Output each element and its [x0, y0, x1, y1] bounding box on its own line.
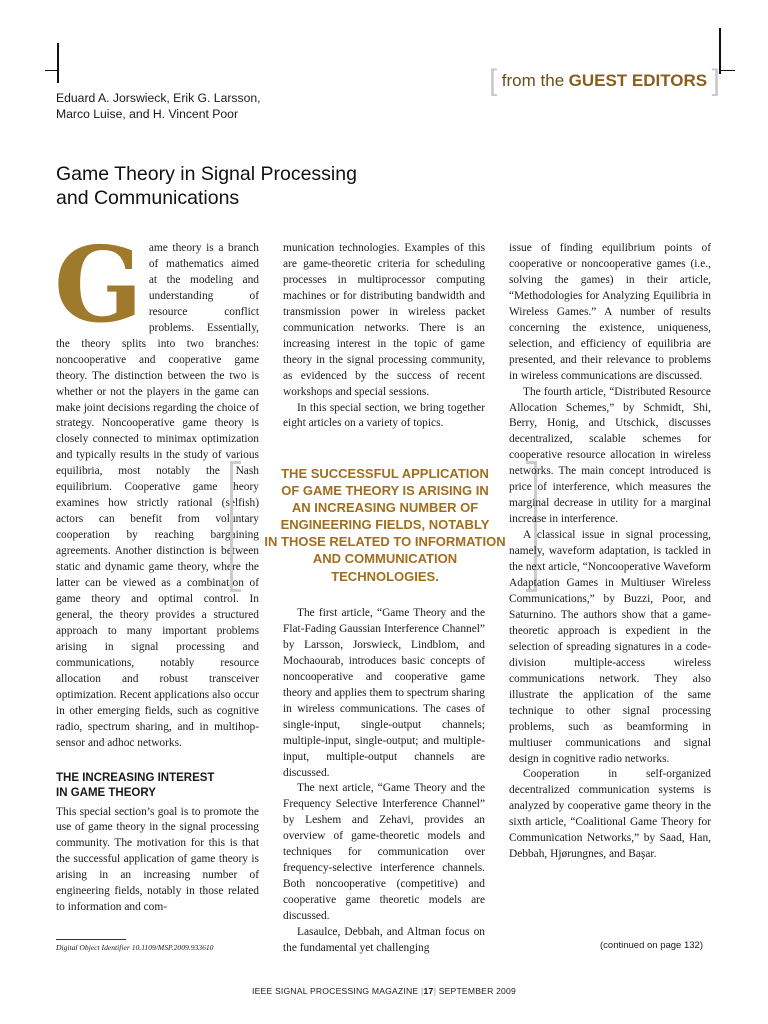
- col3-paragraph-4: Cooperation in self-organized decentralized communication systems is analyzed by cooperative game theory in the sixth article, “Coalitional Game Theory for Communication Networks,” by Saad, Han, Debbah, Hjørungnes, and Başar.: [509, 768, 711, 861]
- header-bracket-close: ]: [711, 64, 720, 97]
- column-3: [509, 241, 711, 863]
- footer-bracket-open: [: [420, 986, 424, 996]
- continued-note: (continued on page 132): [600, 940, 703, 951]
- col3-paragraph-1: issue of finding equilibrium points of cooperative or noncooperative games (i.e., solving the games) in their article, “Methodologies for Analyzing Equilibria in Wireless Games.” A number of results concerning the existence, uniqueness, selection, and efficiency of equilibria are presented, and their relevance to problems in wireless communications are discussed.: [509, 242, 711, 382]
- section-paragraph: This special section’s goal is to promote the use of game theory in the signal processing community. The motivation for this is that the successful application of game theory is arising in an increasing number of engineering fields, notably in those related to information and com-: [56, 805, 259, 914]
- col2-paragraph-4: The next article, “Game Theory and the Frequency Selective Interference Channel” by Leshem and Zehavi, provides an overview of game-theoretic models and techniques for communication over frequency-selective interference channels. Both noncooperative (competitive) and cooperative game theoretic models are discussed.: [283, 782, 485, 923]
- doi-footnote: Digital Object Identifier 10.1109/MSP.2009.933610: [56, 943, 214, 952]
- pullquote-line-5: IN THOSE RELATED TO INFORMATION: [264, 534, 506, 550]
- article-title: [56, 163, 357, 210]
- pullquote-line-2: OF GAME THEORY IS ARISING IN: [281, 483, 489, 499]
- pullquote-line-7: TECHNOLOGIES.: [331, 568, 439, 584]
- footnote-rule: [56, 939, 126, 940]
- page-footer: [0, 986, 768, 996]
- header-from-the: from the: [501, 71, 565, 90]
- pullquote-line-1: THE SUCCESSFUL APPLICATION: [281, 466, 489, 481]
- footer-date: SEPTEMBER 2009: [438, 986, 516, 996]
- pullquote-line-6: AND COMMUNICATION: [312, 551, 458, 567]
- section-heading: [56, 771, 259, 801]
- col2-paragraph-3: The first article, “Game Theory and the Flat-Fading Gaussian Interference Channel” by Larsson, Jorswieck, Lindblom, and Mochaourab, introduces basic concepts of noncooperative and cooperative game theory and applies them to spectrum sharing in wireless communications. The cases of single-input, single-output channels; multiple-input, single-output; and multiple-input, multiple-output channels are discussed.: [283, 607, 485, 779]
- section-heading-line-2: IN GAME THEORY: [56, 786, 156, 799]
- column-2-lower: [283, 606, 485, 957]
- author-list: [56, 91, 261, 122]
- crop-mark-top-right-h: [721, 70, 735, 71]
- crop-mark-top-left-h: [45, 70, 57, 71]
- intro-paragraph: [54, 223, 259, 752]
- col3-paragraph-3: A classical issue in signal processing, namely, waveform adaptation, is tackled in the next article, “Noncooperative Waveform Adaptation Games in Multiuser Wireless Communications,” by Buzzi, Poor, and Saturnino. The authors show that a game-theoretic approach is expedient in the selection of spreading signatures in a code-division multiple-access wireless communications network. They also illustrate the application of the same technique to other signal processing problems, such as beamforming in multiuser communications and signal design in cognitive radio networks.: [509, 529, 711, 765]
- col3-paragraph-2-text: The fourth article, “Distributed Resource Allocation Schemes,” by Schmidt, Shi, Berry, Honig, and Utschick, discusses decentralized, scalable schemes for cooperative resource allocation in wireless networks. The main concept introduced is price of interference, which measures the marginal decrease in utility for a marginal increase in interference.: [509, 385, 711, 526]
- column-2: [283, 241, 485, 432]
- author-line-2: Marco Luise, and H. Vincent Poor: [56, 106, 239, 121]
- col3-paragraph-2: [509, 385, 711, 529]
- pullquote-line-4: ENGINEERING FIELDS, NOTABLY: [280, 517, 490, 533]
- col2-paragraph-2: In this special section, we bring together eight articles on a variety of topics.: [283, 401, 485, 430]
- pull-quote: [244, 465, 526, 585]
- header-bracket-open: [: [489, 64, 498, 97]
- header-section-name: GUEST EDITORS: [568, 71, 708, 90]
- drop-cap: G: [54, 223, 143, 346]
- pullquote-bracket-left: [230, 461, 241, 592]
- title-line-2: and Communications: [56, 186, 240, 209]
- column-1: [54, 223, 259, 916]
- author-line-1: Eduard A. Jorswieck, Erik G. Larsson,: [56, 91, 261, 105]
- footer-magazine: IEEE SIGNAL PROCESSING MAGAZINE: [252, 986, 419, 996]
- section-header: [489, 64, 720, 98]
- crop-mark-top-left: [57, 43, 59, 83]
- title-line-1: Game Theory in Signal Processing: [56, 163, 357, 185]
- section-heading-line-1: THE INCREASING INTEREST: [56, 771, 215, 784]
- footer-page-number: 17: [423, 986, 434, 996]
- pullquote-line-3: AN INCREASING NUMBER OF: [291, 500, 479, 516]
- intro-text: ame theory is a branch of mathematics aimed at the modeling and understanding of resource conflict problems. Essentially, the theory splits into two branches: noncooperative and cooperative game theory. The distinction between the two is whether or not the players in the game can make joint decisions regarding the choice of strategy. Noncooperative game theory is closely connected to minimax optimization and typically results in the study of various equilibria, most notably the Nash equilibrium. Cooperative game theory examines how strictly rational (selfish) actors can benefit from voluntary cooperation by reaching bargaining agreements. Another distinction is between static and dynamic game theory, where the latter can be viewed as a combination of game theory and optimal control. In general, the theory provides a structured approach to many important problems arising in signal processing and communications, notably resource allocation and robust transceiver optimization. Recent applications also occur in other emerging fields, such as cognitive radio, spectrum sharing, and in multihop-sensor and adhoc networks.: [56, 242, 259, 749]
- col2-paragraph-1: munication technologies. Examples of this are game-theoretic criteria for scheduling processes in multiprocessor computing machines or for distributing bandwidth and transmission power in wireless packet communication networks. There is an increasing interest in the topic of game theory in the signal processing community, as evidenced by the success of recent workshops and special sessions.: [283, 242, 485, 398]
- col2-paragraph-5: Lasaulce, Debbah, and Altman focus on the fundamental yet challenging: [283, 926, 485, 955]
- footer-bracket-close: ]: [433, 986, 437, 996]
